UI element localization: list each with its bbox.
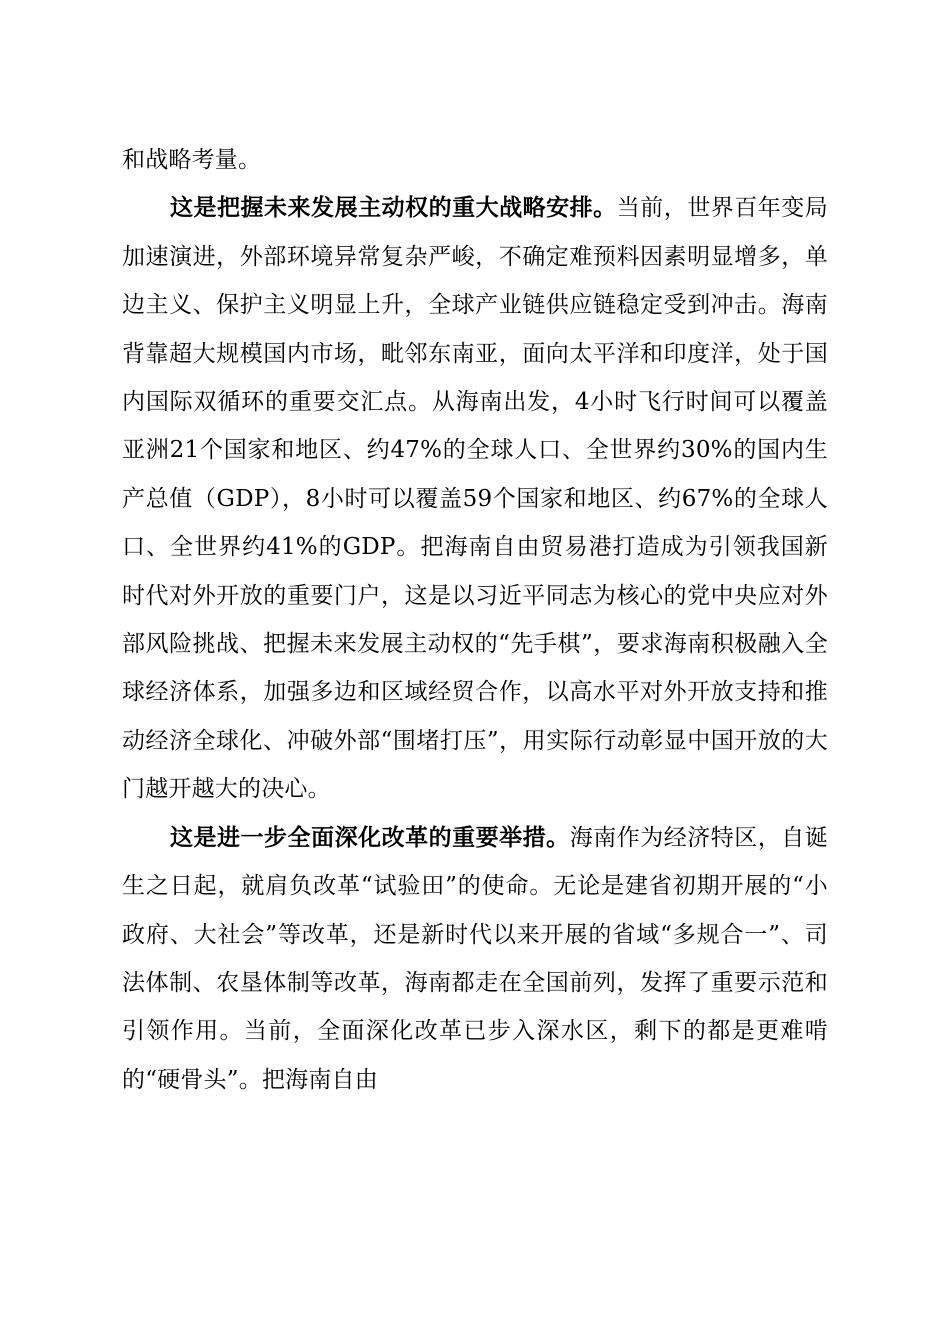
paragraph-body: 当前，世界百年变局加速演进，外部环境异常复杂严峻，不确定难预料因素明显增多，单边主义、保护主义明显上升，全球产业链供应链稳定受到冲击。海南背靠超大规模国内市场，毗邻东南亚，面向太平洋和印度洋，处于国内国际双循环的重要交汇点。从海南出发，4小时飞行时间可以覆盖亚洲21个国家和地区、约47%的全球人口、全世界约30%的国内生产总值（GDP），8小时可以覆盖59个国家和地区、约67%的全球人口、全世界约41%的GDP。把海南自由贸易港打造成为引领我国新时代对外开放的重要门户，这是以习近平同志为核心的党中央应对外部风险挑战、把握未来发展主动权的“先手棋”，要求海南积极融入全球经济体系，加强多边和区域经贸合作，以高水平对外开放支持和推动经济全球化、冲破外部“围堵打压”，用实际行动彰显中国开放的大门越开越大的决心。 <box>122 195 828 803</box>
paragraph-body: 和战略考量。 <box>122 147 262 173</box>
paragraph-lead-sentence: 这是进一步全面深化改革的重要举措。 <box>170 823 570 851</box>
document-page <box>122 136 828 1104</box>
paragraph-deepening-reform <box>122 814 828 1104</box>
paragraph-strategic-arrangement <box>122 184 828 813</box>
paragraph-continuation <box>122 136 828 184</box>
paragraph-body: 海南作为经济特区，自诞生之日起，就肩负改革“试验田”的使命。无论是建省初期开展的“小政府、大社会”等改革，还是新时代以来开展的省域“多规合一”、司法体制、农垦体制等改革，海南都走在全国前列，发挥了重要示范和引领作用。当前，全面深化改革已步入深水区，剩下的都是更难啃的“硬骨头”。把海南自由 <box>122 824 828 1093</box>
paragraph-lead-sentence: 这是把握未来发展主动权的重大战略安排。 <box>170 194 617 222</box>
